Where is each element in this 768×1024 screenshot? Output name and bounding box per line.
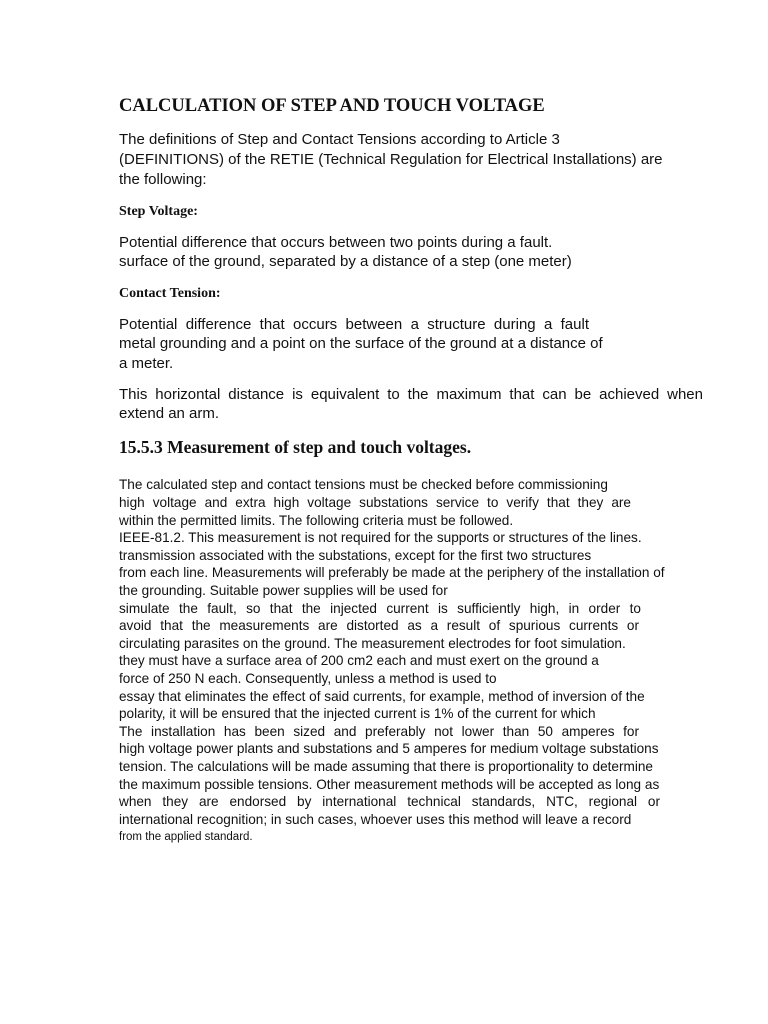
step-voltage-label: Step Voltage:: [119, 204, 198, 219]
section-line-8: simulate the fault, so that the injected current is sufficiently high, in order to: [119, 601, 641, 616]
contact-tension-label: Contact Tension:: [119, 286, 221, 301]
contact-tension-line-3: a meter.: [119, 355, 174, 372]
intro-line-3: the following:: [119, 171, 207, 188]
section-line-3: within the permitted limits. The following criteria must be followed.: [119, 513, 514, 528]
section-line-5: transmission associated with the substations, except for the first two structures: [119, 548, 592, 563]
section-line-7: the grounding. Suitable power supplies will be used for: [119, 583, 448, 598]
section-heading: 15.5.3 Measurement of step and touch voltages.: [119, 437, 472, 457]
section-line-6: from each line. Measurements will preferably be made at the periphery of the installation of: [119, 565, 665, 580]
section-line-21: from the applied standard.: [119, 831, 253, 843]
section-line-11: they must have a surface area of 200 cm2 each and must exert on the ground a: [119, 653, 599, 668]
section-line-15: The installation has been sized and preferably not lower than 50 amperes for: [119, 724, 639, 739]
section-line-10: circulating parasites on the ground. The measurement electrodes for foot simulation.: [119, 636, 626, 651]
contact-tension-line-1: Potential difference that occurs between a structure during a fault: [119, 316, 589, 333]
section-line-14: polarity, it will be ensured that the injected current is 1% of the current for which: [119, 706, 596, 721]
section-line-12: force of 250 N each. Consequently, unless a method is used to: [119, 671, 497, 686]
intro-line-1: The definitions of Step and Contact Tensions according to Article 3: [119, 131, 560, 148]
step-voltage-line-2: surface of the ground, separated by a distance of a step (one meter): [119, 253, 572, 270]
step-voltage-line-1: Potential difference that occurs between two points during a fault.: [119, 234, 553, 251]
section-line-9: avoid that the measurements are distorted as a result of spurious currents or: [119, 618, 639, 633]
section-line-18: the maximum possible tensions. Other measurement methods will be accepted as long as: [119, 777, 660, 792]
section-line-19: when they are endorsed by international technical standards, NTC, regional or: [119, 794, 660, 809]
section-line-1: The calculated step and contact tensions must be checked before commissioning: [119, 477, 608, 492]
section-line-16: high voltage power plants and substations and 5 amperes for medium voltage substations: [119, 741, 659, 756]
document-title: CALCULATION OF STEP AND TOUCH VOLTAGE: [119, 96, 545, 116]
section-line-4: IEEE-81.2. This measurement is not required for the supports or structures of the lines.: [119, 530, 642, 545]
section-line-17: tension. The calculations will be made assuming that there is proportionality to determine: [119, 759, 653, 774]
section-line-13: essay that eliminates the effect of said currents, for example, method of inversion of the: [119, 689, 645, 704]
section-line-2: high voltage and extra high voltage substations service to verify that they are: [119, 495, 631, 510]
contact-tension-line-2: metal grounding and a point on the surface of the ground at a distance of: [119, 335, 603, 352]
intro-line-2: (DEFINITIONS) of the RETIE (Technical Regulation for Electrical Installations) are: [119, 151, 663, 168]
section-line-20: international recognition; in such cases, whoever uses this method will leave a record: [119, 812, 632, 827]
horizontal-line-2: extend an arm.: [119, 405, 220, 422]
horizontal-line-1: This horizontal distance is equivalent to the maximum that can be achieved when: [119, 386, 703, 403]
